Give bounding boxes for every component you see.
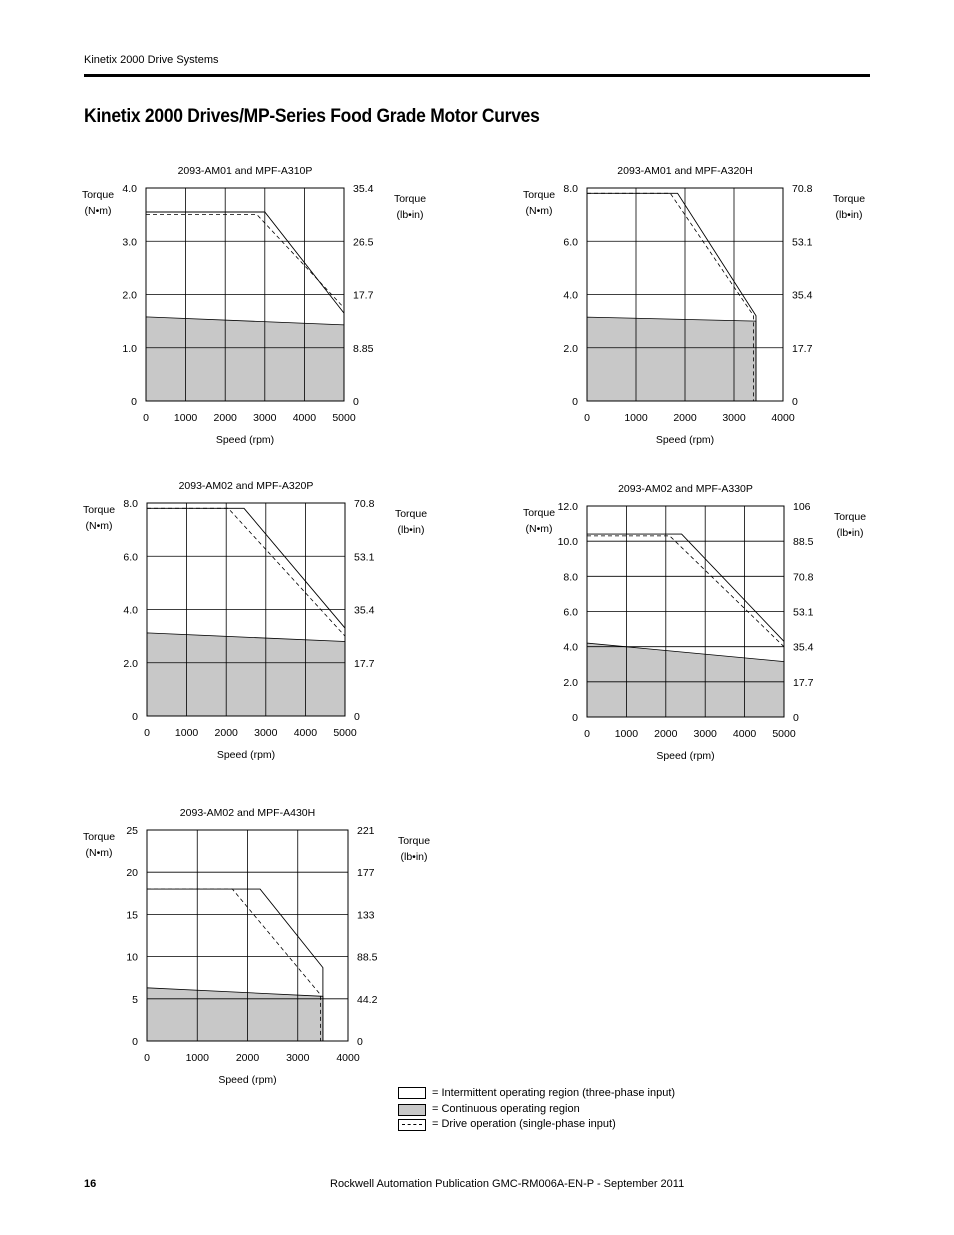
y-axis-unit-right: (lb•in) [396, 209, 424, 221]
x-tick-label: 3000 [722, 412, 746, 424]
page-title: Kinetix 2000 Drives/MP-Series Food Grade Motor Curves [84, 106, 540, 127]
intermittent-curve [587, 534, 784, 641]
y-right-tick-label: 133 [357, 909, 375, 922]
y-tick-label: 4.0 [122, 183, 137, 195]
y-tick-label: 0 [572, 396, 578, 408]
y-axis-unit-right: (lb•in) [397, 524, 425, 536]
page-number: 16 [84, 1178, 97, 1190]
x-tick-label: 0 [143, 412, 149, 424]
chart-2 [523, 165, 865, 446]
y-right-tick-label: 35.4 [792, 289, 813, 302]
legend-swatch-intermittent [398, 1087, 426, 1099]
y-axis-label-right: Torque [397, 835, 431, 847]
y-axis-unit-left: (N•m) [525, 205, 553, 217]
x-axis-label: Speed (rpm) [218, 1074, 277, 1086]
chart-5 [83, 807, 430, 1086]
x-tick-label: 0 [144, 1052, 150, 1064]
y-tick-label: 6.0 [563, 236, 578, 249]
y-right-tick-label: 88.5 [793, 536, 814, 549]
y-right-tick-label: 221 [357, 825, 375, 837]
intermittent-curve [147, 508, 345, 628]
y-tick-label: 0 [132, 1036, 138, 1048]
x-tick-label: 4000 [732, 728, 757, 740]
legend-label-dashed: = Drive operation (single-phase input) [432, 1118, 616, 1130]
y-tick-label: 6.0 [123, 551, 138, 564]
x-tick-label: 4000 [292, 412, 317, 424]
y-axis-unit-left: (N•m) [85, 520, 113, 532]
continuous-region [587, 317, 756, 401]
x-tick-label: 3000 [693, 728, 717, 740]
x-axis-label: Speed (rpm) [215, 434, 275, 446]
continuous-region [146, 317, 344, 401]
legend-label-continuous: = Continuous operating region [432, 1102, 580, 1115]
y-axis-label-right: Torque [833, 511, 867, 523]
y-right-tick-label: 0 [354, 711, 360, 723]
chart-title: 2093-AM01 and MPF-A310P [177, 165, 313, 177]
x-axis-label: Speed (rpm) [656, 750, 715, 762]
y-right-tick-label: 0 [357, 1036, 363, 1048]
y-right-tick-label: 35.4 [793, 641, 814, 654]
x-tick-label: 4000 [771, 412, 795, 424]
y-right-tick-label: 106 [793, 501, 811, 513]
y-tick-label: 15 [126, 909, 138, 922]
x-tick-label: 5000 [333, 727, 357, 739]
y-right-tick-label: 26.5 [353, 236, 374, 249]
x-tick-label: 2000 [654, 728, 678, 740]
y-tick-label: 2.0 [122, 289, 137, 302]
legend-swatch-dashed [398, 1119, 426, 1131]
chart-title: 2093-AM02 and MPF-A330P [618, 483, 753, 495]
x-tick-label: 2000 [235, 1052, 260, 1064]
x-tick-label: 3000 [286, 1052, 310, 1064]
x-tick-label: 1000 [624, 412, 648, 424]
y-right-tick-label: 70.8 [793, 571, 814, 584]
y-tick-label: 8.0 [563, 571, 578, 584]
y-right-tick-label: 53.1 [354, 551, 375, 564]
continuous-region [147, 633, 345, 716]
y-tick-label: 8.0 [563, 183, 578, 195]
y-tick-label: 4.0 [563, 289, 578, 302]
x-tick-label: 1000 [185, 1052, 209, 1064]
chart-3 [83, 480, 427, 761]
y-right-tick-label: 70.8 [792, 183, 813, 195]
y-tick-label: 2.0 [563, 342, 578, 355]
x-tick-label: 0 [584, 728, 590, 740]
chart-1 [82, 165, 426, 446]
y-right-tick-label: 35.4 [354, 604, 375, 617]
y-axis-label-left: Torque [82, 504, 116, 516]
x-axis-label: Speed (rpm) [216, 749, 276, 761]
y-axis-unit-left: (N•m) [525, 523, 553, 535]
x-tick-label: 1000 [614, 728, 639, 740]
y-tick-label: 4.0 [123, 604, 138, 617]
x-tick-label: 2000 [214, 727, 238, 739]
y-right-tick-label: 0 [353, 396, 359, 408]
x-tick-label: 5000 [332, 412, 356, 424]
x-tick-label: 4000 [336, 1052, 360, 1064]
y-tick-label: 6.0 [563, 606, 578, 619]
y-tick-label: 20 [126, 867, 138, 880]
y-axis-label-left: Torque [81, 189, 115, 201]
y-right-tick-label: 35.4 [353, 183, 374, 195]
x-tick-label: 4000 [293, 727, 318, 739]
chart-title: 2093-AM01 and MPF-A320H [617, 165, 753, 177]
y-axis-unit-left: (N•m) [85, 847, 113, 859]
single-phase-dashed-curve [146, 215, 344, 308]
y-tick-label: 1.0 [122, 342, 137, 355]
y-axis-label-right: Torque [394, 508, 428, 520]
y-right-tick-label: 17.7 [353, 289, 374, 302]
y-axis-label-right: Torque [832, 193, 866, 205]
x-tick-label: 2000 [213, 412, 237, 424]
y-axis-label-left: Torque [522, 507, 556, 519]
y-tick-label: 10.0 [557, 536, 578, 549]
y-axis-unit-right: (lb•in) [835, 209, 863, 221]
x-tick-label: 3000 [254, 727, 278, 739]
y-axis-label-left: Torque [82, 831, 116, 843]
y-right-tick-label: 177 [357, 867, 375, 880]
y-tick-label: 4.0 [563, 641, 578, 654]
y-right-tick-label: 70.8 [354, 498, 375, 510]
x-tick-label: 2000 [673, 412, 697, 424]
y-right-tick-label: 88.5 [357, 951, 378, 964]
y-right-tick-label: 0 [793, 712, 799, 724]
x-tick-label: 1000 [174, 727, 199, 739]
publication-id: Rockwell Automation Publication GMC-RM006A-EN-P - September 2011 [330, 1178, 685, 1190]
y-tick-label: 0 [132, 711, 138, 723]
chart-4 [523, 483, 866, 762]
y-tick-label: 0 [131, 396, 137, 408]
continuous-region [147, 988, 323, 1041]
single-phase-dashed-curve [147, 508, 345, 636]
intermittent-curve [146, 212, 344, 313]
y-right-tick-label: 8.85 [353, 342, 374, 355]
y-right-tick-label: 53.1 [793, 606, 814, 619]
y-right-tick-label: 17.7 [792, 342, 813, 355]
x-tick-label: 1000 [173, 412, 198, 424]
continuous-region [587, 643, 784, 717]
y-tick-label: 12.0 [557, 501, 578, 513]
y-tick-label: 0 [572, 712, 578, 724]
x-axis-label: Speed (rpm) [655, 434, 715, 446]
x-tick-label: 0 [144, 727, 150, 739]
x-tick-label: 0 [584, 412, 590, 424]
legend-swatch-continuous [398, 1104, 426, 1116]
y-right-tick-label: 17.7 [354, 657, 375, 670]
y-tick-label: 3.0 [122, 236, 137, 249]
y-axis-label-right: Torque [393, 193, 427, 205]
running-head: Kinetix 2000 Drive Systems [84, 54, 219, 66]
y-tick-label: 25 [126, 825, 138, 837]
x-tick-label: 5000 [772, 728, 796, 740]
x-tick-label: 3000 [253, 412, 277, 424]
single-phase-dashed-curve [587, 536, 784, 647]
y-tick-label: 10 [126, 951, 138, 964]
y-right-tick-label: 17.7 [793, 676, 814, 689]
y-axis-unit-right: (lb•in) [836, 527, 864, 539]
y-tick-label: 8.0 [123, 498, 138, 510]
chart-title: 2093-AM02 and MPF-A320P [178, 480, 314, 492]
y-tick-label: 2.0 [563, 676, 578, 689]
legend-label-intermittent: = Intermittent operating region (three-phase input) [432, 1087, 676, 1099]
y-tick-label: 2.0 [123, 657, 138, 670]
y-right-tick-label: 44.2 [357, 993, 378, 1006]
y-axis-unit-left: (N•m) [84, 205, 112, 217]
y-tick-label: 5 [132, 993, 138, 1006]
y-axis-unit-right: (lb•in) [400, 851, 428, 863]
y-right-tick-label: 0 [792, 396, 798, 408]
y-axis-label-left: Torque [522, 189, 556, 201]
chart-title: 2093-AM02 and MPF-A430H [179, 807, 316, 819]
y-right-tick-label: 53.1 [792, 236, 813, 249]
